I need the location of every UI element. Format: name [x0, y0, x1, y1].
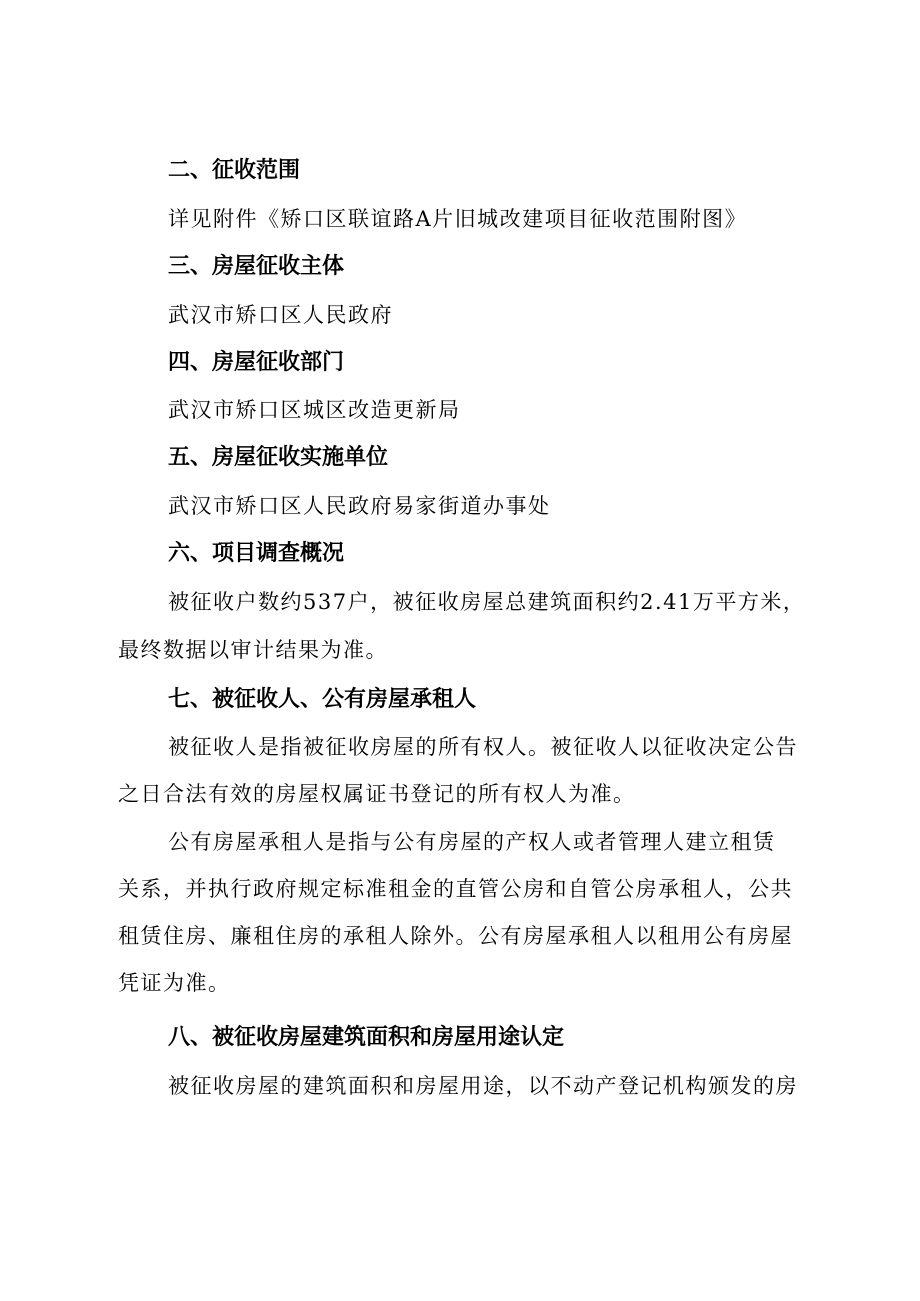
implementer-text: 武汉市矫口区人民政府易家街道办事处 — [168, 494, 551, 518]
section-heading-expropriated-persons: 七、被征收人、公有房屋承租人 — [168, 687, 477, 712]
subject-text: 武汉市矫口区人民政府 — [168, 303, 393, 327]
survey-text-line-1: 被征收户数约537户，被征收房屋总建筑面积约2.41万平方米， — [168, 590, 806, 614]
tenants-text-line-4: 凭证为准。 — [118, 971, 231, 995]
section-heading-survey: 六、项目调查概况 — [168, 541, 345, 566]
tenants-text-line-1: 公有房屋承租人是指与公有房屋的产权人或者管理人建立租赁 — [168, 830, 776, 854]
section-heading-subject: 三、房屋征收主体 — [168, 254, 345, 279]
department-text: 武汉市矫口区城区改造更新局 — [168, 398, 461, 422]
area-usage-text-line-1: 被征收房屋的建筑面积和房屋用途，以不动产登记机构颁发的房 — [168, 1074, 798, 1098]
scope-text: 详见附件《矫口区联谊路A片旧城改建项目征收范围附图》 — [168, 207, 748, 231]
persons-text-line-1: 被征收人是指被征收房屋的所有权人。被征收人以征收决定公告 — [168, 735, 798, 759]
tenants-text-line-3: 租赁住房、廉租住房的承租人除外。公有房屋承租人以租用公有房屋 — [118, 924, 793, 948]
section-heading-scope: 二、征收范围 — [168, 158, 301, 183]
section-heading-implementer: 五、房屋征收实施单位 — [168, 445, 389, 470]
section-heading-department: 四、房屋征收部门 — [168, 350, 345, 375]
section-heading-area-usage: 八、被征收房屋建筑面积和房屋用途认定 — [168, 1025, 565, 1050]
survey-text-line-2: 最终数据以审计结果为准。 — [118, 638, 388, 662]
persons-text-line-2: 之日合法有效的房屋权属证书登记的所有权人为准。 — [118, 782, 636, 806]
tenants-text-line-2: 关系，并执行政府规定标准租金的直管公房和自管公房承租人，公共 — [118, 877, 793, 901]
